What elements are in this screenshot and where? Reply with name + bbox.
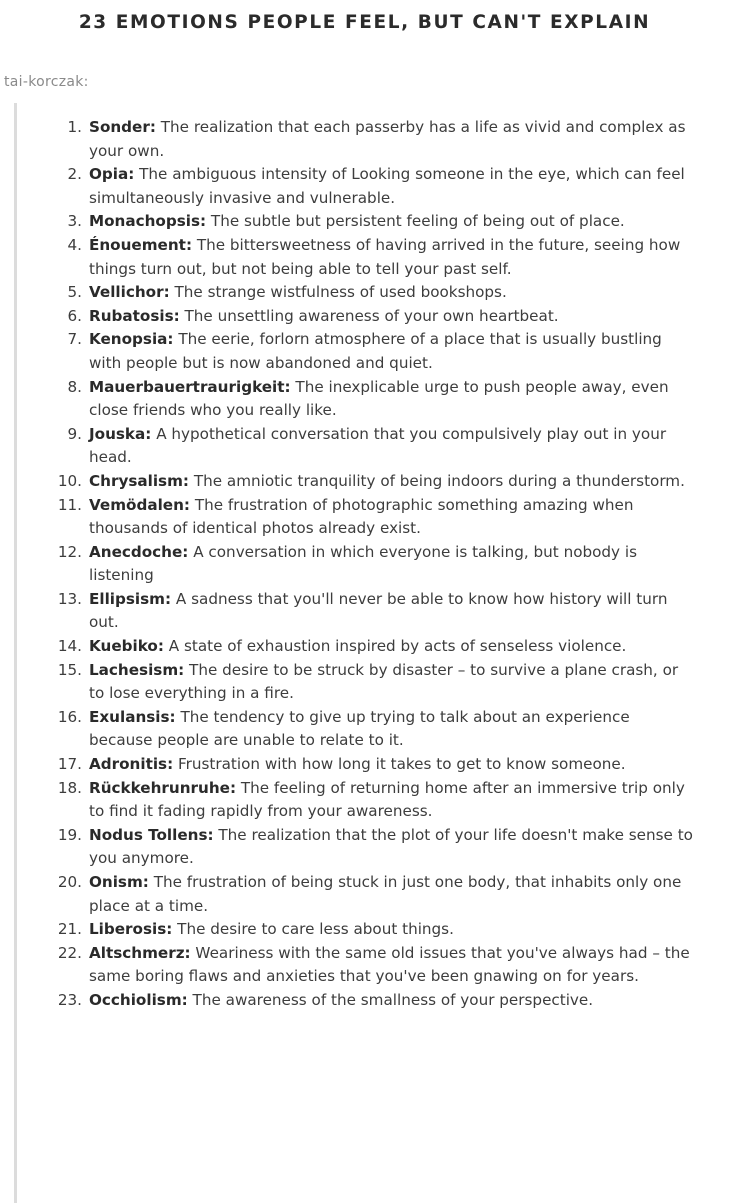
item-term: Altschmerz (89, 943, 185, 962)
item-number: 17. (57, 755, 82, 774)
item-term: Énouement (89, 235, 186, 254)
item-separator: : (229, 778, 237, 797)
item-definition: The amniotic tranquility of being indoors during a thunderstorm. (189, 471, 685, 490)
item-definition: The realization that the plot of your life doesn't make sense to you anymore. (89, 825, 693, 868)
item-definition: A conversation in which everyone is talking, but nobody is listening (89, 542, 638, 585)
item-text (89, 163, 696, 210)
item-number: 23. (57, 990, 82, 1009)
emotion-list (46, 116, 696, 1013)
item-text (89, 376, 696, 423)
item-definition: The tendency to give up trying to talk about an experience because people are unable to relate to it. (89, 707, 630, 750)
item-number: 5. (67, 283, 82, 302)
item-separator: : (164, 589, 172, 608)
item-number: 16. (57, 707, 82, 726)
item-term: Kenopsia (89, 330, 168, 349)
item-definition: The frustration of photographic something amazing when thousands of identical photos already exist. (89, 495, 634, 538)
item-term: Nodus Tollens (89, 825, 208, 844)
item-term: Exulansis (89, 707, 170, 726)
item-separator: : (185, 235, 193, 254)
item-text (89, 918, 696, 942)
item-term: Onism (89, 873, 143, 891)
item-text (89, 753, 696, 777)
item-separator: : (207, 825, 214, 844)
item-text (89, 588, 696, 635)
item-definition: The desire to be struck by disaster – to survive a plane crash, or to lose everything in a fire. (89, 660, 679, 703)
item-number: 8. (67, 377, 82, 396)
item-separator: : (149, 118, 156, 136)
item-separator: : (163, 283, 170, 302)
item-term: Lachesism (89, 660, 179, 679)
item-definition: The unsettling awareness of your own heartbeat. (179, 306, 559, 325)
item-separator: : (145, 424, 152, 443)
item-definition: The desire to care less about things. (172, 920, 454, 939)
page-title: 23 EMOTIONS PEOPLE FEEL, BUT CAN'T EXPLAIN (78, 12, 651, 33)
list-item (46, 163, 696, 210)
list-item (46, 942, 696, 989)
item-term: Liberosis (89, 920, 167, 939)
item-number: 11. (57, 495, 82, 514)
item-definition: The ambiguous intensity of Looking someone in the eye, which can feel simultaneously invasive and vulnerable. (89, 165, 685, 207)
item-text (89, 777, 696, 824)
item-text (89, 210, 696, 234)
list-item (46, 281, 696, 305)
item-separator: : (181, 990, 188, 1009)
list-item (46, 234, 696, 281)
list-item (46, 753, 696, 777)
list-item (46, 470, 696, 494)
item-separator: : (182, 471, 189, 490)
item-definition: The feeling of returning home after an immersive trip only to find it fading rapidly from your awareness. (89, 778, 685, 821)
item-definition: Weariness with the same old issues that you've always had – the same boring flaws and anxieties that you've been gnawing on for years. (89, 943, 690, 986)
item-separator: : (200, 212, 207, 231)
item-definition: Frustration with how long it takes to get to know someone. (173, 755, 626, 774)
item-definition: A sadness that you'll never be able to know how history will turn out. (89, 589, 668, 632)
item-term: Monachopsis (89, 212, 201, 231)
item-separator: : (157, 637, 164, 656)
list-item (46, 328, 696, 375)
item-text (89, 116, 696, 163)
list-item (46, 494, 696, 541)
item-term: Chrysalism (89, 471, 183, 490)
item-definition: The realization that each passerby has a life as vivid and complex as your own. (89, 118, 686, 160)
item-number: 13. (57, 589, 82, 608)
item-term: Opia (89, 165, 129, 184)
item-text (89, 871, 696, 918)
item-number: 21. (57, 920, 82, 939)
item-definition: The awareness of the smallness of your perspective. (187, 990, 594, 1009)
item-number: 7. (67, 330, 82, 349)
list-item (46, 777, 696, 824)
list-item (46, 918, 696, 942)
list-item (46, 210, 696, 234)
list-item (46, 871, 696, 918)
list-item (46, 989, 696, 1013)
item-term: Mauerbauertraurigkeit (89, 377, 285, 396)
item-separator: : (182, 542, 189, 561)
item-text (89, 423, 696, 470)
item-separator: : (184, 943, 191, 962)
item-number: 15. (57, 660, 82, 679)
item-text (89, 942, 696, 989)
list-item (46, 305, 696, 329)
item-text (89, 470, 696, 494)
quote-bar (14, 103, 17, 1203)
item-definition: The subtle but persistent feeling of being out of place. (206, 212, 625, 231)
item-text (89, 659, 696, 706)
item-separator: : (166, 920, 173, 939)
item-definition: A hypothetical conversation that you compulsively play out in your head. (89, 424, 667, 467)
item-term: Rubatosis (89, 306, 174, 325)
item-definition: The frustration of being stuck in just one body, that inhabits only one place at a time. (89, 873, 682, 915)
item-text (89, 281, 696, 305)
item-separator: : (183, 495, 190, 514)
item-separator: : (142, 873, 149, 891)
item-text (89, 234, 696, 281)
item-text (89, 305, 696, 329)
list-item (46, 423, 696, 470)
item-number: 19. (57, 825, 82, 844)
item-separator: : (284, 377, 291, 396)
item-number: 14. (57, 637, 82, 656)
item-separator: : (128, 165, 135, 184)
item-separator: : (167, 755, 174, 774)
item-term: Adronitis (89, 755, 168, 774)
item-term: Sonder (89, 118, 150, 136)
item-definition: A state of exhaustion inspired by acts of senseless violence. (163, 637, 627, 656)
list-item (46, 376, 696, 423)
item-separator: : (173, 306, 180, 325)
item-text (89, 541, 696, 588)
item-definition: The eerie, forlorn atmosphere of a place that is usually bustling with people but is now abandoned and quiet. (89, 330, 662, 372)
item-definition: The strange wistfulness of used bookshops. (169, 283, 507, 302)
list-item (46, 116, 696, 163)
item-number: 4. (67, 235, 82, 254)
item-separator: : (178, 660, 185, 679)
item-term: Vemödalen (89, 495, 184, 514)
item-number: 12. (57, 542, 82, 561)
item-separator: : (169, 707, 176, 726)
item-definition: The inexplicable urge to push people away, even close friends who you really like. (89, 377, 669, 420)
item-text (89, 706, 696, 753)
item-number: 22. (57, 943, 82, 962)
list-item (46, 824, 696, 871)
item-number: 3. (67, 212, 82, 231)
item-number: 6. (67, 306, 82, 325)
list-item (46, 635, 696, 659)
item-term: Rückkehrunruhe (89, 778, 230, 797)
item-number: 9. (67, 424, 82, 443)
item-term: Jouska (89, 424, 146, 443)
item-number: 20. (57, 873, 82, 891)
list-item (46, 706, 696, 753)
list-item (46, 588, 696, 635)
item-term: Occhiolism (89, 990, 182, 1009)
item-number: 10. (57, 471, 82, 490)
item-term: Ellipsism (89, 589, 165, 608)
list-item (46, 659, 696, 706)
item-text (89, 635, 696, 659)
item-text (89, 494, 696, 541)
item-term: Kuebiko (89, 637, 158, 656)
item-text (89, 989, 696, 1013)
item-number: 1. (67, 118, 82, 136)
item-number: 2. (67, 165, 82, 184)
item-term: Vellichor (89, 283, 164, 302)
item-separator: : (167, 330, 174, 349)
item-text (89, 328, 696, 375)
item-number: 18. (57, 778, 82, 797)
item-term: Anecdoche (89, 542, 183, 561)
author-name[interactable]: tai-korczak: (4, 74, 89, 90)
item-definition: The bittersweetness of having arrived in the future, seeing how things turn out, but not being able to tell your past self. (89, 235, 681, 278)
list-item (46, 541, 696, 588)
item-text (89, 824, 696, 871)
